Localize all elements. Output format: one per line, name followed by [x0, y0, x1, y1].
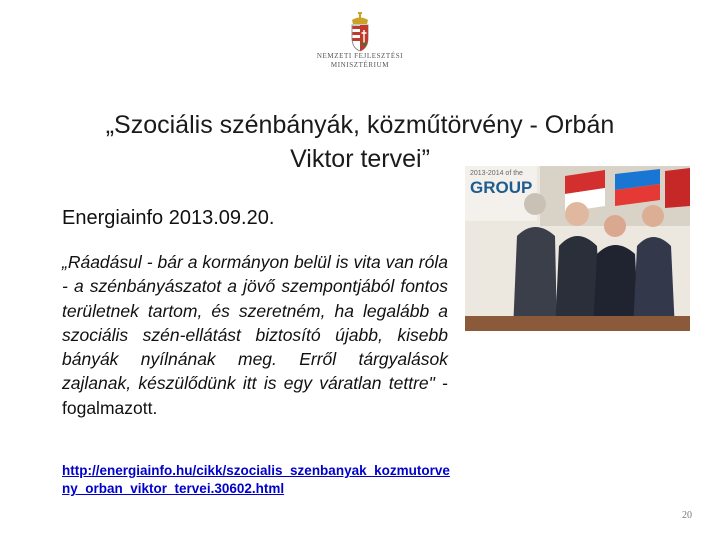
source-date: Energiainfo 2013.09.20. [62, 207, 275, 229]
ministry-logo [310, 12, 410, 84]
slide-title-line-1: „Szociális szénbányák, közműtörvény - Orbán [105, 111, 615, 139]
leaders-photo [465, 166, 690, 331]
logo-line-2: MINISZTÉRIUM [330, 61, 390, 69]
banner-line-2: GROUP [470, 178, 533, 197]
banner-line-1: 2013-2014 of the [470, 170, 523, 177]
slide-title-line-2: Viktor tervei” [290, 145, 430, 173]
logo-line-1: NEMZETI FEJLESZTÉSI [316, 52, 404, 60]
page-number: 20 [682, 510, 692, 521]
leaders-photo-illustration [465, 166, 690, 331]
hungarian-coat-of-arms-icon [349, 12, 371, 52]
quote-attribution: - fogalmazott. [62, 373, 448, 418]
source-link[interactable]: http://energiainfo.hu/cikk/szocialis_szenbanyak_kozmutorveny_orban_viktor_tervei.30602.html [62, 463, 450, 496]
quote-body: „Ráadásul - bár a kormányon belül is vita van róla - a szénbányászatot a jövő szempontjából fontos területnek tartom, és szeretném, ha legalább a szociális szén-ellátást biztosító újabb, kisebb bányák nyílnának meg. Erről tárgyalások zajlanak, készülődünk itt is egy váratlan tettre" [62, 252, 448, 394]
quote-text [62, 250, 448, 420]
